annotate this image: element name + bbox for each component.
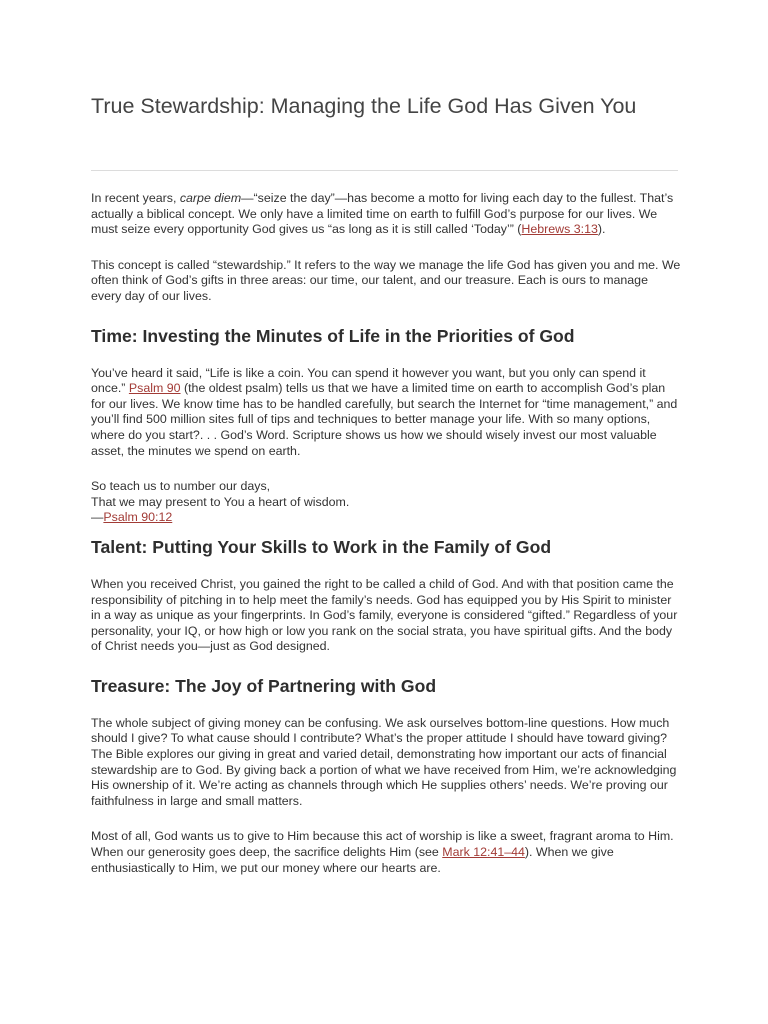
treasure-text: ). When we give enthusiastically to Him, we put our money where our hearts are.: [91, 845, 614, 875]
page-title: True Stewardship: Managing the Life God Has Given You: [91, 94, 637, 118]
intro-text: ).: [597, 222, 606, 237]
hebrews-3-13-link[interactable]: Hebrews 3:13: [521, 222, 598, 237]
time-heading: Time: Investing the Minutes of Life in the Priorities of God: [91, 325, 575, 346]
time-text: You’ve heard it said, “Life is like a coin. You can spend it however you want, but you only can spend it once.”: [91, 365, 646, 396]
treasure-paragraph-1: The whole subject of giving money can be confusing. We ask ourselves bottom-line questions. How much should I give? To what cause should I contribute? What’s the proper attitude I should have toward giving? The Bible explores our giving in great and varied detail, demonstrating how important our acts of financial stewardship are to God. By giving back a portion of what we have received from Him, we’re acknowledging His ownership of it. We’re acting as channels through which He supplies others’ needs. We’re proving our faithfulness in large and small matters.: [91, 715, 677, 808]
talent-heading: Talent: Putting Your Skills to Work in the Family of God: [91, 536, 552, 557]
intro-paragraph-2: This concept is called “stewardship.” It refers to the way we manage the life God has given you and me. We often think of God’s gifts in three areas: our time, our talent, and our treasure. Each is ours to manage every day of our lives.: [91, 257, 681, 303]
psalm-90-12-link[interactable]: Psalm 90:12: [103, 510, 173, 525]
mark-12-41-44-link[interactable]: Mark 12:41–44: [442, 845, 525, 860]
psalm-quote: [91, 479, 681, 526]
intro-text: —“seize the day”—has become a motto for living each day to the fullest. That’s actually a biblical concept. We only have a limited time on earth to fulfill God’s purpose for our lives. We must seize every opportunity God gives us “as long as it is still called ‘Today’” (: [91, 191, 674, 237]
time-paragraph: [91, 366, 681, 460]
talent-paragraph: When you received Christ, you gained the right to be called a child of God. And with that position came the responsibility of pitching in to help meet the family’s needs. God has equipped you by His Spirit to minister in a way as unique as your fingerprints. In God’s family, everyone is considered “gifted.” Regardless of your personality, your IQ, or how high or low you rank on the social strata, you have spiritual gifts. And the body of Christ needs you—just as God designed.: [91, 576, 678, 654]
treasure-heading: Treasure: The Joy of Partnering with God: [91, 675, 437, 696]
carpe-diem-emphasis: carpe diem: [179, 191, 242, 205]
treasure-paragraph-2: [91, 829, 681, 876]
verse-dash: —: [91, 510, 104, 525]
intro-text: In recent years,: [91, 191, 180, 205]
verse-line-1: So teach us to number our days,: [91, 479, 271, 494]
time-text: (the oldest psalm) tells us that we have a limited time on earth to accomplish God’s plan for our lives. We know time has to be handled carefully, but search the Internet for “time management,” and you’ll find 500 million sites full of tips and techniques to better manage your life. With so many options, where do you start?. . . God’s Word. Scripture shows us how we should wisely invest our most valuable asset, the minutes we spend on earth.: [91, 381, 678, 458]
psalm-90-link[interactable]: Psalm 90: [128, 381, 181, 396]
verse-line-2: That we may present to You a heart of wisdom.: [91, 494, 350, 509]
title-divider: [91, 170, 678, 171]
article-body: [91, 191, 681, 896]
intro-paragraph-1: [91, 191, 681, 238]
treasure-text: Most of all, God wants us to give to Him because this act of worship is like a sweet, fragrant aroma to Him. When our generosity goes deep, the sacrifice delights Him (see: [91, 829, 674, 860]
